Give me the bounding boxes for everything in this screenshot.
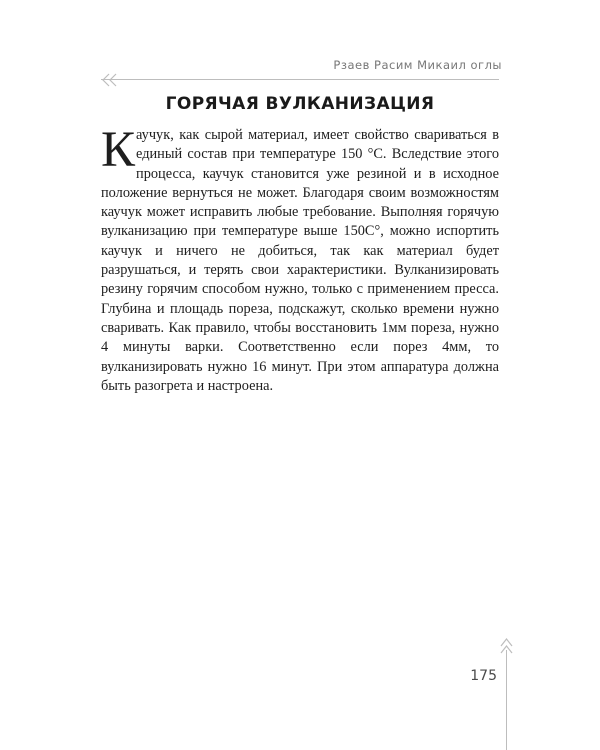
running-header: Рзаев Расим Микаил оглы (333, 58, 502, 72)
body-text: аучук, как сырой материал, имеет свойство свариваться в единый состав при температуре 150 °С. Вследствие этого процесса, каучук становится уже резиной и в исходное положение вернуться не может. Благодаря своим возможностям каучук может исправить любые требование. Выполняя горячую вулканизацию при температуре выше 150С°, можно испортить каучук и ничего не добиться, так как материал будет разрушаться, и терять свои характеристики. Вулканизировать резину горячим способом нужно, только с применением пресса. Глубина и площадь пореза, подскажут, сколько времени нужно сваривать. Как правило, чтобы восстановить 1мм пореза, нужно 4 минуты варки. Соответственно если порез 4мм, то вулканизировать нужно 16 минут. При этом аппаратура должна быть разогрета и настроена. (101, 127, 499, 394)
double-chevron-left-icon (101, 73, 123, 87)
header-rule (101, 79, 499, 80)
drop-cap: К (101, 122, 136, 178)
body-paragraph (101, 122, 499, 396)
page-number: 175 (470, 668, 497, 684)
chapter-title: ГОРЯЧАЯ ВУЛКАНИЗАЦИЯ (165, 94, 435, 114)
side-rule (506, 650, 507, 750)
